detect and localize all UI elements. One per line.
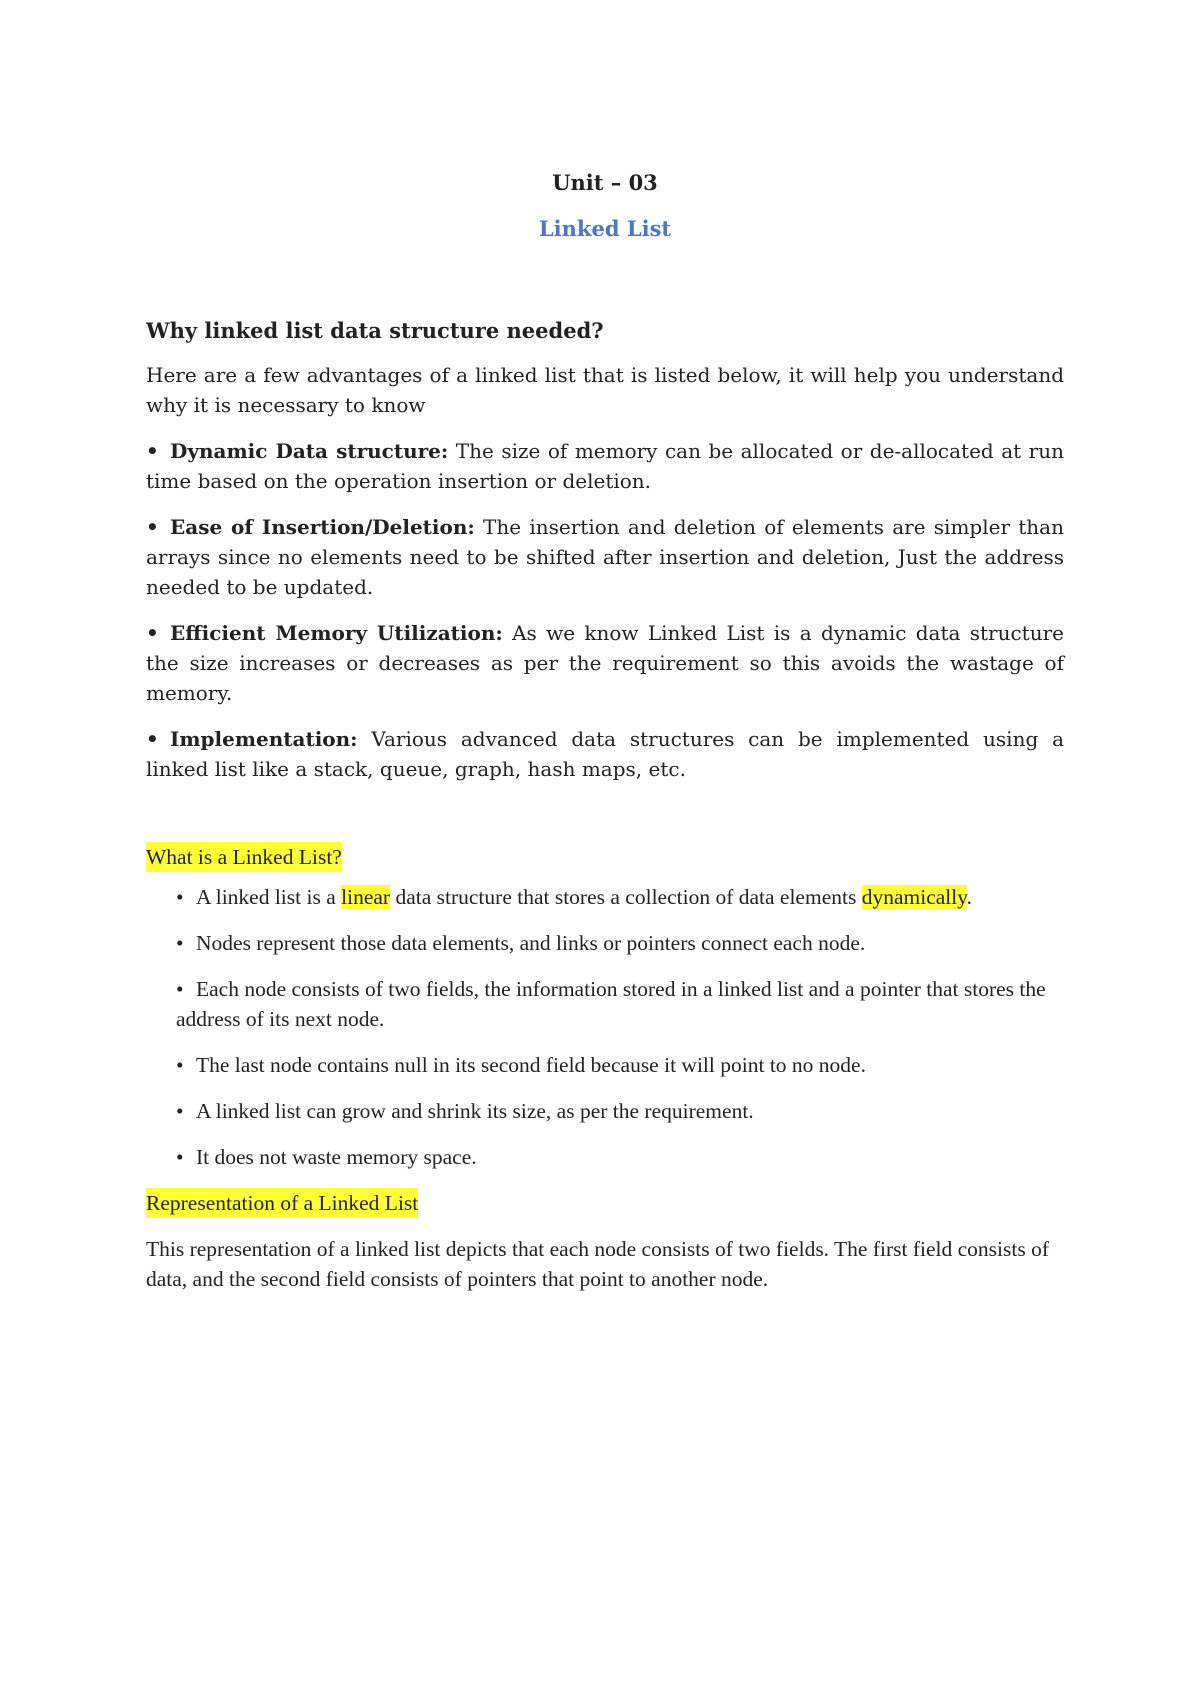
bullet-icon: • — [176, 1145, 184, 1169]
list-item — [176, 1096, 1064, 1126]
bullet-icon: • — [176, 977, 184, 1001]
list-item — [176, 882, 1064, 912]
advantage-label: Implementation: — [170, 727, 358, 751]
highlighted-word: linear — [341, 885, 391, 909]
list-item-text: . — [966, 885, 972, 909]
advantage-item-memory — [146, 618, 1064, 708]
why-section-heading: Why linked list data structure needed? — [146, 318, 604, 343]
advantage-text: The size of memory can be allocated or de-allocated at run time based on the operation insertion or deletion. — [146, 439, 1064, 493]
list-item — [176, 1050, 1064, 1080]
advantage-item-insertion — [146, 512, 1064, 602]
advantage-item-implementation — [146, 724, 1064, 784]
advantage-label: Ease of Insertion/Deletion: — [170, 515, 475, 539]
advantage-text: Various advanced data structures can be implemented using a linked list like a stack, queue, graph, hash maps, etc. — [146, 727, 1064, 781]
list-item-text: It does not waste memory space. — [196, 1145, 477, 1169]
highlighted-word: dynamically — [861, 885, 967, 909]
list-item-text: Each node consists of two fields, the information stored in a linked list and a pointer that stores the address of its next node. — [176, 977, 1046, 1031]
list-item-text: A linked list can grow and shrink its size, as per the requirement. — [196, 1099, 754, 1123]
list-item-text: A linked list is a — [196, 885, 342, 909]
representation-paragraph: This representation of a linked list depicts that each node consists of two fields. The first field consists of data, and the second field consists of pointers that point to another node. — [146, 1237, 1049, 1291]
bullet-icon: • — [176, 885, 184, 909]
list-item-text: Nodes represent those data elements, and links or pointers connect each node. — [196, 931, 866, 955]
representation-section-heading: Representation of a Linked List — [146, 1188, 418, 1218]
document-title: Linked List — [538, 216, 672, 241]
advantage-item-dynamic — [146, 436, 1064, 496]
bullet-icon: • — [146, 515, 159, 539]
bullet-icon: • — [176, 1053, 184, 1077]
list-item — [176, 1142, 1064, 1172]
bullet-icon: • — [176, 931, 184, 955]
list-item-text: data structure that stores a collection of data elements — [390, 885, 862, 909]
bullet-icon: • — [146, 621, 159, 645]
advantage-label: Dynamic Data structure: — [170, 439, 449, 463]
what-section-heading: What is a Linked List? — [146, 842, 342, 872]
bullet-icon: • — [146, 439, 159, 463]
advantage-label: Efficient Memory Utilization: — [170, 621, 503, 645]
what-list — [146, 882, 1064, 1172]
advantage-text: As we know Linked List is a dynamic data structure the size increases or decreases as per the requirement so this avoids the wastage of memory. — [146, 621, 1064, 705]
list-item-text: The last node contains null in its second field because it will point to no node. — [196, 1053, 866, 1077]
why-intro-paragraph: Here are a few advantages of a linked list that is listed below, it will help you understand why it is necessary to know — [146, 363, 1064, 417]
list-item — [176, 974, 1064, 1034]
bullet-icon: • — [146, 727, 159, 751]
unit-heading: Unit – 03 — [552, 170, 658, 195]
list-item — [176, 928, 1064, 958]
bullet-icon: • — [176, 1099, 184, 1123]
document-body — [146, 168, 1064, 1294]
advantage-text: The insertion and deletion of elements are simpler than arrays since no elements need to be shifted after insertion and deletion, Just the address needed to be updated. — [146, 515, 1064, 599]
